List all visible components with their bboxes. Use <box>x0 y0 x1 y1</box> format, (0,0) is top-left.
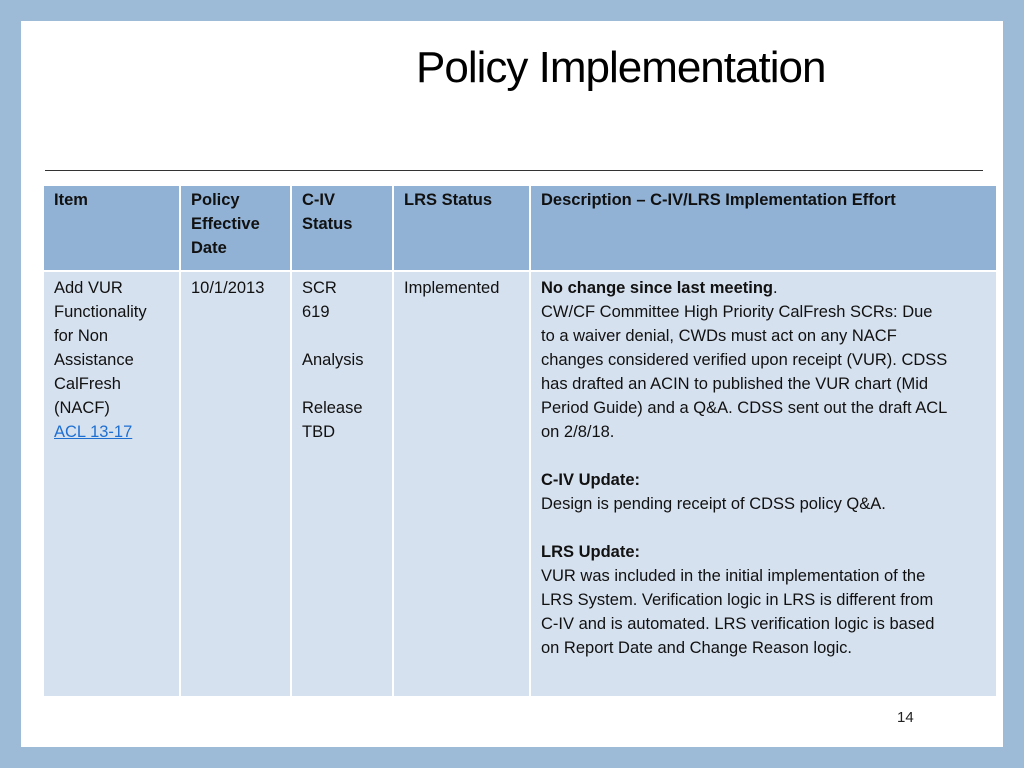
page-title: Policy Implementation <box>416 43 826 92</box>
header-date-line: Date <box>191 239 227 257</box>
title-divider <box>45 170 983 171</box>
civ-release-tbd: TBD <box>302 423 335 441</box>
header-lrs-status <box>393 185 530 271</box>
description-line: CW/CF Committee High Priority CalFresh SCRs: Due <box>541 303 933 321</box>
description-line: to a waiver denial, CWDs must act on any NACF <box>541 327 897 345</box>
header-description <box>530 185 997 271</box>
policy-date-value: 10/1/2013 <box>191 279 265 297</box>
item-line: Assistance <box>54 351 134 369</box>
description-line: Period Guide) and a Q&A. CDSS sent out the draft ACL <box>541 399 948 417</box>
lrs-update-label: LRS Update: <box>541 543 640 561</box>
item-line: CalFresh <box>54 375 121 393</box>
header-policy-effective-date <box>180 185 291 271</box>
cell-lrs-status <box>393 271 530 697</box>
header-description-label: Description – C-IV/LRS Implementation Effort <box>541 191 896 209</box>
civ-update-label: C-IV Update: <box>541 471 640 489</box>
cell-civ-status <box>291 271 393 697</box>
item-line: (NACF) <box>54 399 110 417</box>
description-heading: No change since last meeting <box>541 279 773 297</box>
description-line: has drafted an ACIN to published the VUR chart (Mid <box>541 375 929 393</box>
header-civ-line: C-IV <box>302 191 335 209</box>
civ-scr-number: 619 <box>302 303 330 321</box>
lrs-update-line: C-IV and is automated. LRS verification logic is based <box>541 615 935 633</box>
header-lrs-status-label: LRS Status <box>404 191 493 209</box>
item-line: Add VUR <box>54 279 123 297</box>
lrs-update-line: VUR was included in the initial implementation of the <box>541 567 926 585</box>
cell-description <box>530 271 997 697</box>
item-line: for Non <box>54 327 109 345</box>
header-effective-line: Effective <box>191 215 260 233</box>
header-item <box>43 185 180 271</box>
acl-13-17-link[interactable]: ACL 13-17 <box>54 423 133 441</box>
civ-analysis: Analysis <box>302 351 364 369</box>
cell-policy-date <box>180 271 291 697</box>
civ-update-text: Design is pending receipt of CDSS policy Q&A. <box>541 495 886 513</box>
description-line: on 2/8/18. <box>541 423 615 441</box>
lrs-update-line: on Report Date and Change Reason logic. <box>541 639 852 657</box>
table-header-row <box>43 185 997 271</box>
lrs-update-line: LRS System. Verification logic in LRS is different from <box>541 591 934 609</box>
header-status-line: Status <box>302 215 353 233</box>
policy-table <box>42 184 998 698</box>
description-heading-line <box>541 276 988 300</box>
description-heading-suffix: . <box>772 279 778 297</box>
cell-item <box>43 271 180 697</box>
page-number: 14 <box>897 709 914 726</box>
header-civ-status <box>291 185 393 271</box>
slide <box>21 21 1003 747</box>
civ-scr-line: SCR <box>302 279 337 297</box>
header-item-label: Item <box>54 191 88 209</box>
table-row <box>43 271 997 697</box>
header-policy-line: Policy <box>191 191 240 209</box>
item-line: Functionality <box>54 303 147 321</box>
civ-release-line: Release <box>302 399 363 417</box>
description-line: changes considered verified upon receipt (VUR). CDSS <box>541 351 948 369</box>
lrs-status-value: Implemented <box>404 279 500 297</box>
